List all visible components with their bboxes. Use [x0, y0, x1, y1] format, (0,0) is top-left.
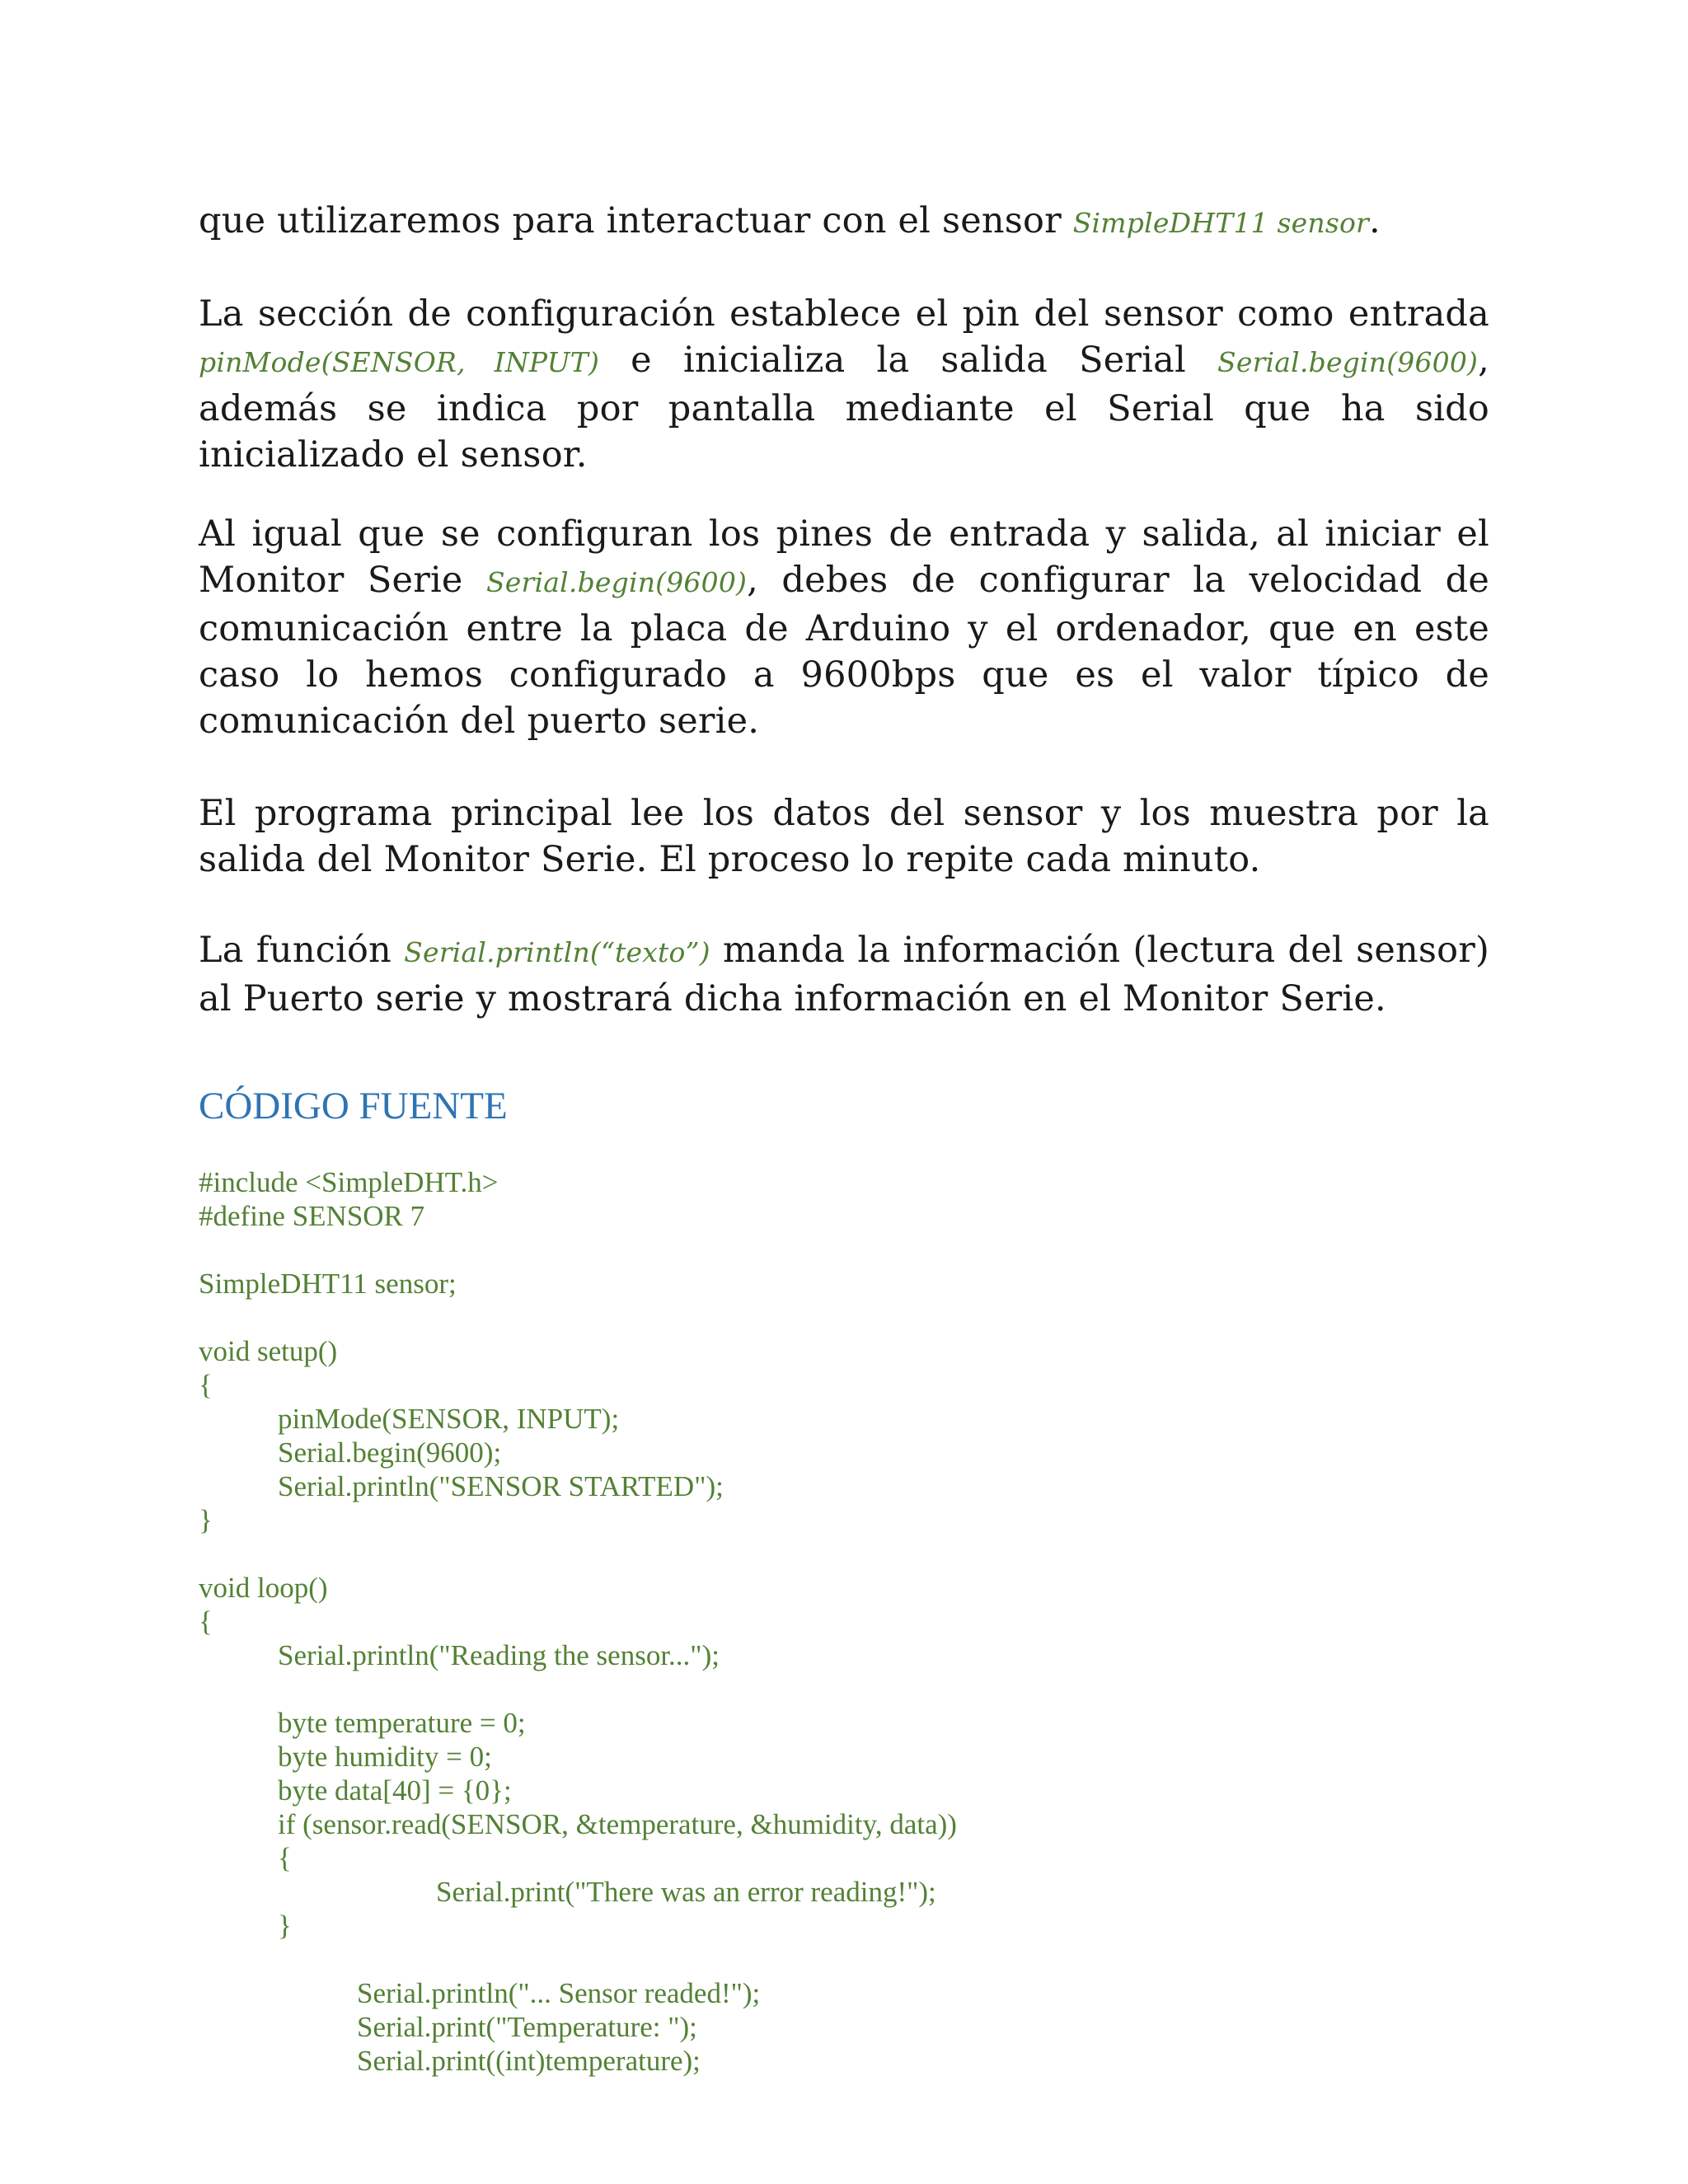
paragraph-text: .	[1369, 200, 1381, 241]
paragraph-text: Al igual que se configuran los pines de entrada y salida, al iniciar el Monitor Serie	[199, 513, 1489, 601]
paragraph-text: , debes de configurar la velocidad de comunicación entre la placa de Arduino y el ordenador, que en este caso lo hemos configurado a 9600bps que es el valor típico de comunicación del puerto serie.	[199, 560, 1489, 742]
code-line	[199, 1943, 1489, 1976]
inline-code: SimpleDHT11 sensor	[1072, 207, 1370, 239]
code-line: SimpleDHT11 sensor;	[199, 1268, 457, 1300]
paragraph-main-program	[199, 790, 1489, 883]
paragraph-text: La sección de configuración establece el pin del sensor como entrada	[199, 293, 1489, 335]
inline-code: pinMode(SENSOR, INPUT)	[199, 346, 600, 378]
paragraph-text: La función	[199, 930, 405, 971]
paragraph-sensor-intro	[199, 198, 1489, 246]
code-line: Serial.println("Reading the sensor...");	[278, 1639, 720, 1671]
code-line	[199, 1537, 1489, 1571]
inline-code: Serial.println(“texto”)	[404, 936, 710, 968]
code-line: Serial.println("SENSOR STARTED");	[278, 1470, 724, 1502]
paragraph-setup-section	[199, 291, 1489, 478]
code-line: void loop()	[199, 1572, 328, 1604]
paragraph-text: e inicializa la salida Serial	[599, 340, 1218, 381]
code-line: byte temperature = 0;	[278, 1707, 526, 1739]
paragraph-text: El programa principal lee los datos del sensor y los muestra por la salida del Monitor Serie. El proceso lo repite cada minuto.	[199, 793, 1489, 880]
code-line	[199, 1672, 1489, 1706]
inline-code: Serial.begin(9600)	[1217, 346, 1479, 378]
code-line: byte humidity = 0;	[278, 1741, 492, 1773]
code-line: byte data[40] = {0};	[278, 1774, 512, 1807]
inline-code: Serial.begin(9600)	[485, 566, 748, 598]
code-line: pinMode(SENSOR, INPUT);	[278, 1403, 620, 1435]
code-line: void setup()	[199, 1335, 338, 1367]
code-line: #define SENSOR 7	[199, 1200, 425, 1232]
code-line	[199, 1233, 1489, 1267]
code-line: Serial.print((int)temperature);	[357, 2045, 701, 2077]
code-line: {	[199, 1369, 213, 1401]
paragraph-text: que utilizaremos para interactuar con el sensor	[199, 200, 1073, 241]
code-line: {	[278, 1842, 292, 1874]
code-line: {	[199, 1605, 213, 1638]
paragraph-text: manda la información (lectura del sensor) al Puerto serie y mostrará dicha información en el Monitor Serie.	[199, 930, 1489, 1019]
code-line: Serial.begin(9600);	[278, 1436, 502, 1469]
code-line: #include <SimpleDHT.h>	[199, 1166, 499, 1198]
code-line: Serial.print("There was an error reading!");	[436, 1876, 936, 1908]
code-line	[199, 1301, 1489, 1334]
code-line: Serial.println("... Sensor readed!");	[357, 1977, 761, 2009]
paragraph-println-function	[199, 927, 1489, 1022]
document-page	[199, 198, 1489, 2078]
code-line: if (sensor.read(SENSOR, &temperature, &humidity, data))	[278, 1808, 957, 1840]
code-line: Serial.print("Temperature: ");	[357, 2011, 697, 2043]
paragraph-text: , además se indica por pantalla mediante el Serial que ha sido inicializado el sensor.	[199, 340, 1490, 476]
paragraph-serial-monitor	[199, 511, 1489, 744]
section-heading: CÓDIGO FUENTE	[199, 1085, 508, 1127]
code-line: }	[278, 1910, 292, 1942]
source-code-block	[199, 1165, 1489, 2078]
code-line: }	[199, 1504, 213, 1536]
